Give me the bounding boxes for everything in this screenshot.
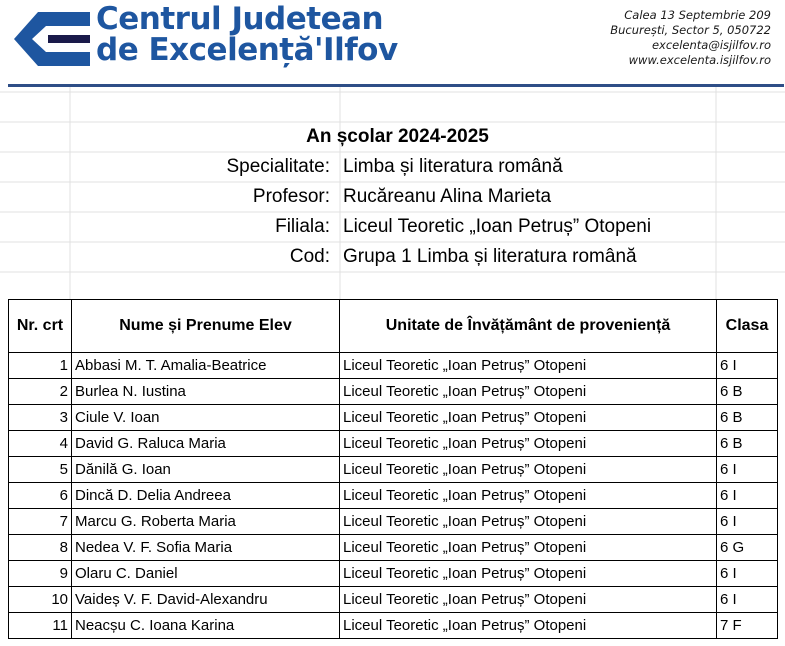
cell-unitate: Liceul Teoretic „Ioan Petruș” Otopeni — [340, 457, 717, 483]
cell-nume: Vaideș V. F. David-Alexandru — [72, 587, 340, 613]
cell-nr: 8 — [9, 535, 72, 561]
cell-clasa: 6 B — [717, 379, 778, 405]
address-website: www.excelenta.isjilfov.ro — [628, 53, 771, 67]
cell-nume: Ciule V. Ioan — [72, 405, 340, 431]
cell-nr: 3 — [9, 405, 72, 431]
filiala-label: Filiala: — [275, 216, 330, 237]
brand-line1: Centrul Judetean — [96, 1, 384, 37]
table-row — [9, 379, 778, 405]
cell-clasa: 6 I — [717, 353, 778, 379]
cell-nume: David G. Raluca Maria — [72, 431, 340, 457]
cell-clasa: 6 I — [717, 587, 778, 613]
filiala-value: Liceul Teoretic „Ioan Petruș” Otopeni — [343, 216, 652, 237]
cell-nume: Dănilă G. Ioan — [72, 457, 340, 483]
school-year: An școlar 2024-2025 — [306, 126, 489, 147]
table-row — [9, 405, 778, 431]
cod-value: Grupa 1 Limba și literatura română — [343, 246, 637, 267]
cell-nr: 11 — [9, 613, 72, 639]
table-row — [9, 613, 778, 639]
cell-nr: 1 — [9, 353, 72, 379]
cell-unitate: Liceul Teoretic „Ioan Petruș” Otopeni — [340, 613, 717, 639]
cell-nume: Dincă D. Delia Andreea — [72, 483, 340, 509]
address-street: Calea 13 Septembrie 209 — [624, 8, 771, 22]
cell-clasa: 7 F — [717, 613, 778, 639]
cell-clasa: 6 I — [717, 457, 778, 483]
specialitate-label: Specialitate: — [226, 156, 330, 177]
cell-clasa: 6 I — [717, 509, 778, 535]
cell-unitate: Liceul Teoretic „Ioan Petruș” Otopeni — [340, 405, 717, 431]
table-row — [9, 457, 778, 483]
table-row — [9, 483, 778, 509]
cell-unitate: Liceul Teoretic „Ioan Petruș” Otopeni — [340, 561, 717, 587]
cell-nr: 5 — [9, 457, 72, 483]
table-row — [9, 509, 778, 535]
cell-nr: 6 — [9, 483, 72, 509]
cell-unitate: Liceul Teoretic „Ioan Petruș” Otopeni — [340, 379, 717, 405]
specialitate-value: Limba și literatura română — [343, 156, 563, 177]
cell-unitate: Liceul Teoretic „Ioan Petruș” Otopeni — [340, 509, 717, 535]
header-nr-crt: Nr. crt — [9, 300, 72, 353]
header-clasa: Clasa — [717, 300, 778, 353]
address-block — [610, 8, 771, 68]
cell-nr: 2 — [9, 379, 72, 405]
students-table — [8, 299, 778, 639]
cell-unitate: Liceul Teoretic „Ioan Petruș” Otopeni — [340, 353, 717, 379]
logo-icon — [12, 8, 92, 70]
header-divider — [8, 84, 784, 87]
cell-nume: Abbasi M. T. Amalia-Beatrice — [72, 353, 340, 379]
cell-nume: Neacșu C. Ioana Karina — [72, 613, 340, 639]
cell-nume: Nedea V. F. Sofia Maria — [72, 535, 340, 561]
cell-unitate: Liceul Teoretic „Ioan Petruș” Otopeni — [340, 431, 717, 457]
cell-nr: 9 — [9, 561, 72, 587]
cell-nr: 4 — [9, 431, 72, 457]
table-header-row — [9, 300, 778, 353]
profesor-label: Profesor: — [252, 186, 330, 207]
cell-clasa: 6 I — [717, 483, 778, 509]
profesor-value: Rucăreanu Alina Marieta — [343, 186, 552, 207]
cell-nume: Olaru C. Daniel — [72, 561, 340, 587]
cell-nr: 10 — [9, 587, 72, 613]
cell-clasa: 6 G — [717, 535, 778, 561]
cell-unitate: Liceul Teoretic „Ioan Petruș” Otopeni — [340, 535, 717, 561]
cell-clasa: 6 I — [717, 561, 778, 587]
cell-clasa: 6 B — [717, 405, 778, 431]
cell-unitate: Liceul Teoretic „Ioan Petruș” Otopeni — [340, 587, 717, 613]
header-unitate: Unitate de Învățământ de proveniență — [340, 300, 717, 353]
cell-nr: 7 — [9, 509, 72, 535]
table-row — [9, 535, 778, 561]
address-email: excelenta@isjilfov.ro — [651, 38, 771, 52]
table-row — [9, 431, 778, 457]
cell-unitate: Liceul Teoretic „Ioan Petruș” Otopeni — [340, 483, 717, 509]
table-row — [9, 587, 778, 613]
cell-nume: Burlea N. Iustina — [72, 379, 340, 405]
brand-name — [96, 1, 398, 68]
address-city: București, Sector 5, 050722 — [610, 23, 771, 37]
header-nume: Nume și Prenume Elev — [72, 300, 340, 353]
table-row — [9, 353, 778, 379]
brand-line2: de Excelență'Ilfov — [96, 32, 398, 68]
cell-nume: Marcu G. Roberta Maria — [72, 509, 340, 535]
table-row — [9, 561, 778, 587]
cod-label: Cod: — [289, 246, 330, 267]
cell-clasa: 6 B — [717, 431, 778, 457]
